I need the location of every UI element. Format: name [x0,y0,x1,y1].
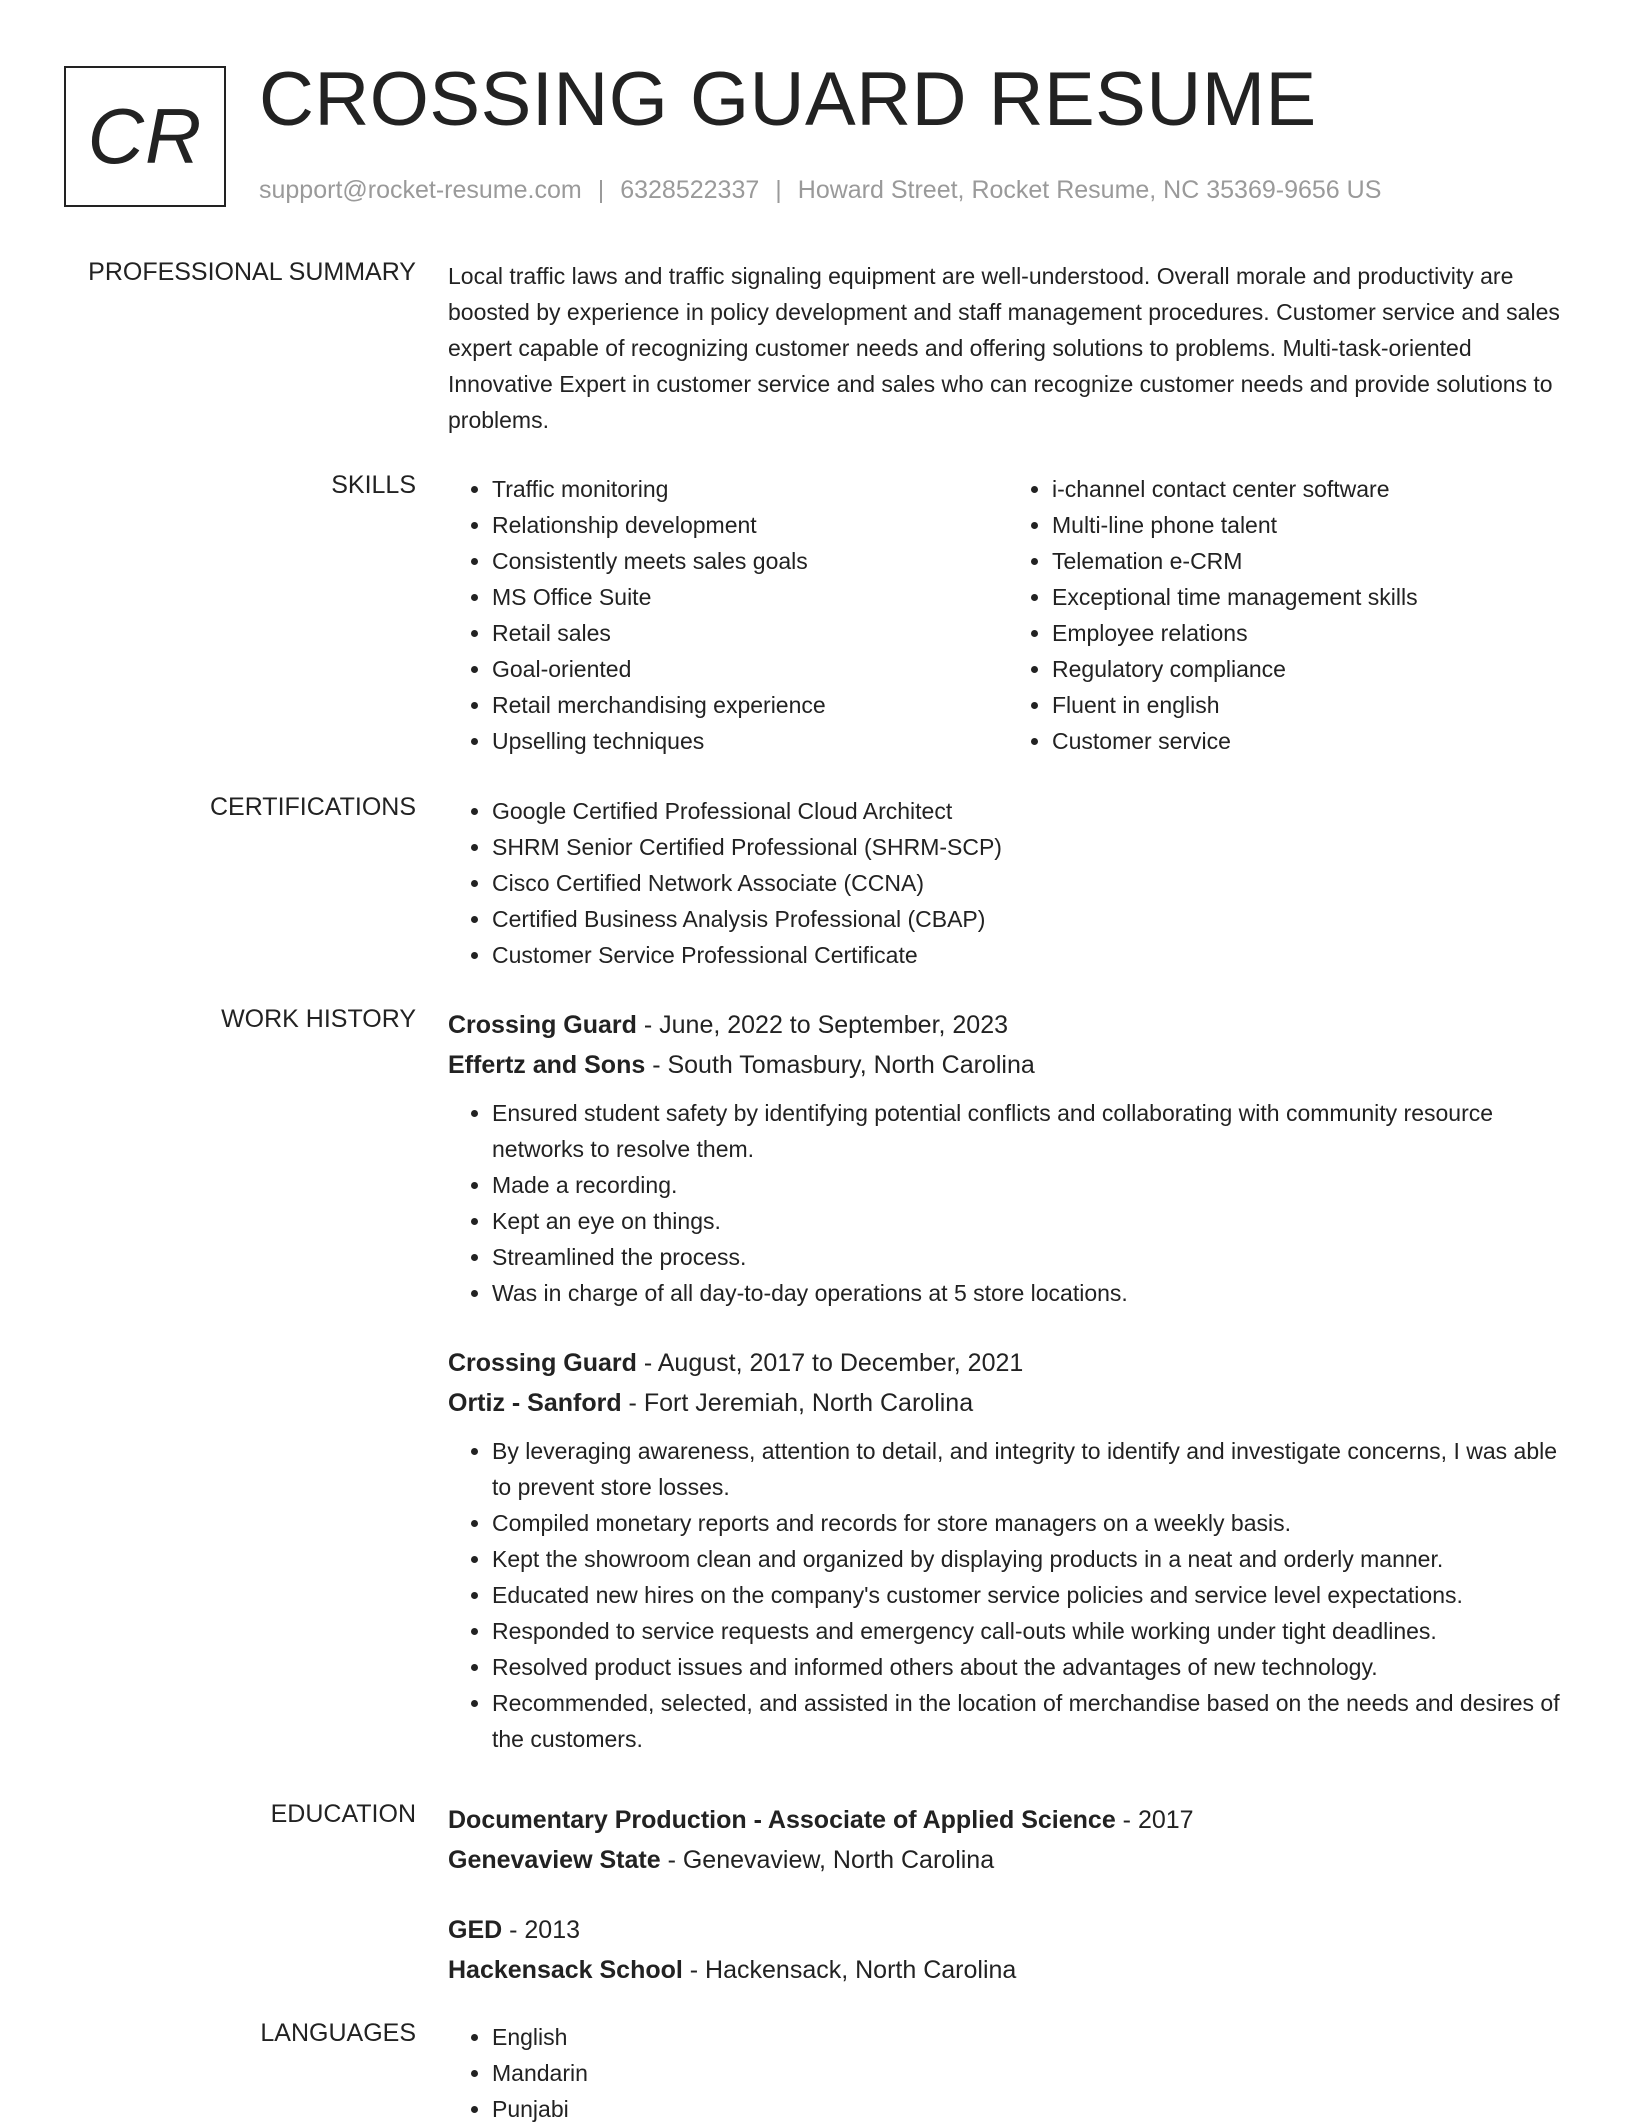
skill-item: • i-channel contact center software [1052,471,1568,507]
job-bullet: • Resolved product issues and informed others about the advantages of new technology. [492,1649,1568,1685]
job-location: - Fort Jeremiah, North Carolina [621,1389,974,1417]
job-bullet: • Was in charge of all day-to-day operations at 5 store locations. [492,1275,1568,1311]
languages-label: LANGUAGES [260,2019,416,2047]
skill-item: • Retail sales [492,615,1008,651]
education-degree: Documentary Production - Associate of Applied Science [448,1806,1116,1834]
job-bullet: • Made a recording. [492,1167,1568,1203]
job-title: Crossing Guard [448,1349,637,1377]
certification-item: • Cisco Certified Network Associate (CCNA) [492,865,1568,901]
language-item: • Mandarin [492,2055,1568,2091]
job-company-line [448,1383,1568,1423]
skills-list-left [448,471,1008,759]
certifications-list [448,793,1568,973]
education-school-line [448,1840,1568,1880]
certification-item: • Google Certified Professional Cloud Architect [492,793,1568,829]
skill-item: • Consistently meets sales goals [492,543,1008,579]
skill-item: • Customer service [1052,723,1568,759]
job-title: Crossing Guard [448,1011,637,1039]
skills-columns [448,471,1568,759]
job-bullet: • Recommended, selected, and assisted in the location of merchandise based on the needs and desires of the customers. [492,1685,1568,1757]
work-history-label: WORK HISTORY [221,1005,416,1033]
job-title-line [448,1005,1568,1045]
skill-item: • Retail merchandising experience [492,687,1008,723]
education-entry [448,1800,1568,1880]
job-bullet: • Compiled monetary reports and records for store managers on a weekly basis. [492,1505,1568,1541]
contact-email: support@rocket-resume.com [259,176,582,204]
skills-label: SKILLS [331,471,416,499]
language-item: • English [492,2019,1568,2055]
certification-item: • Certified Business Analysis Professional (CBAP) [492,901,1568,937]
job-location: - South Tomasbury, North Carolina [645,1051,1035,1079]
summary-text: Local traffic laws and traffic signaling equipment are well-understood. Overall morale and productivity are boosted by experience in policy development and staff management procedures. Customer service and sales expert capable of recognizing customer needs and offering solutions to problems. Multi-task-oriented Innovative Expert in customer service and sales who can recognize customer needs and provide solutions to problems. [448,263,1560,433]
certification-item: • SHRM Senior Certified Professional (SHRM-SCP) [492,829,1568,865]
education-content [448,1800,1568,2020]
education-degree-line [448,1800,1568,1840]
summary-label: PROFESSIONAL SUMMARY [88,258,416,286]
job-bullet: • Responded to service requests and emergency call-outs while working under tight deadlines. [492,1613,1568,1649]
skill-item: • Exceptional time management skills [1052,579,1568,615]
job-company-line [448,1045,1568,1085]
skill-item: • Employee relations [1052,615,1568,651]
skill-item: • Fluent in english [1052,687,1568,723]
languages-content [448,2019,1568,2127]
job-bullet: • Streamlined the process. [492,1239,1568,1275]
job-company: Ortiz - Sanford [448,1389,622,1417]
job-bullet: • Kept the showroom clean and organized by displaying products in a neat and orderly manner. [492,1541,1568,1577]
skill-item: • Relationship development [492,507,1008,543]
education-degree: GED [448,1916,503,1944]
education-location: - Hackensack, North Carolina [682,1956,1017,1984]
certification-item: • Customer Service Professional Certificate [492,937,1568,973]
job-bullets [448,1433,1568,1757]
skill-item: • Regulatory compliance [1052,651,1568,687]
contact-address: Howard Street, Rocket Resume, NC 35369-9656 US [797,176,1382,204]
job-bullet: • Educated new hires on the company's customer service policies and service level expectations. [492,1577,1568,1613]
skill-item: • Goal-oriented [492,651,1008,687]
monogram-logo: CR [64,66,226,207]
education-entry [448,1910,1568,1990]
skill-item: • MS Office Suite [492,579,1008,615]
skill-item: • Telemation e-CRM [1052,543,1568,579]
job-dates: - August, 2017 to December, 2021 [636,1349,1024,1377]
job-entry [448,1343,1568,1757]
job-bullet: • Kept an eye on things. [492,1203,1568,1239]
education-year: - 2013 [502,1916,581,1944]
skills-list-right [1008,471,1568,759]
education-school: Genevaview State [448,1846,661,1874]
certifications-content [448,793,1568,973]
job-company: Effertz and Sons [448,1051,646,1079]
contact-line [259,176,1381,205]
job-entry [448,1005,1568,1311]
languages-list [448,2019,1568,2127]
job-bullet: • By leveraging awareness, attention to detail, and integrity to identify and investigate concerns, I was able to prevent store losses. [492,1433,1568,1505]
education-year: - 2017 [1115,1806,1194,1834]
contact-separator: | [597,176,605,204]
work-history-content [448,1005,1568,1789]
skill-item: • Upselling techniques [492,723,1008,759]
education-school: Hackensack School [448,1956,683,1984]
language-item: • Punjabi [492,2091,1568,2127]
skill-item: • Multi-line phone talent [1052,507,1568,543]
education-label: EDUCATION [270,1800,416,1828]
job-bullets [448,1095,1568,1311]
education-location: - Genevaview, North Carolina [660,1846,995,1874]
skill-item: • Traffic monitoring [492,471,1008,507]
certifications-label: CERTIFICATIONS [209,793,416,821]
job-title-line [448,1343,1568,1383]
contact-separator: | [775,176,782,204]
education-degree-line [448,1910,1568,1950]
job-dates: - June, 2022 to September, 2023 [636,1011,1009,1039]
contact-phone: 6328522337 [620,176,760,204]
education-school-line [448,1950,1568,1990]
resume-title: CROSSING GUARD RESUME [259,57,1317,142]
job-bullet: • Ensured student safety by identifying potential conflicts and collaborating with community resource networks to resolve them. [492,1095,1568,1167]
